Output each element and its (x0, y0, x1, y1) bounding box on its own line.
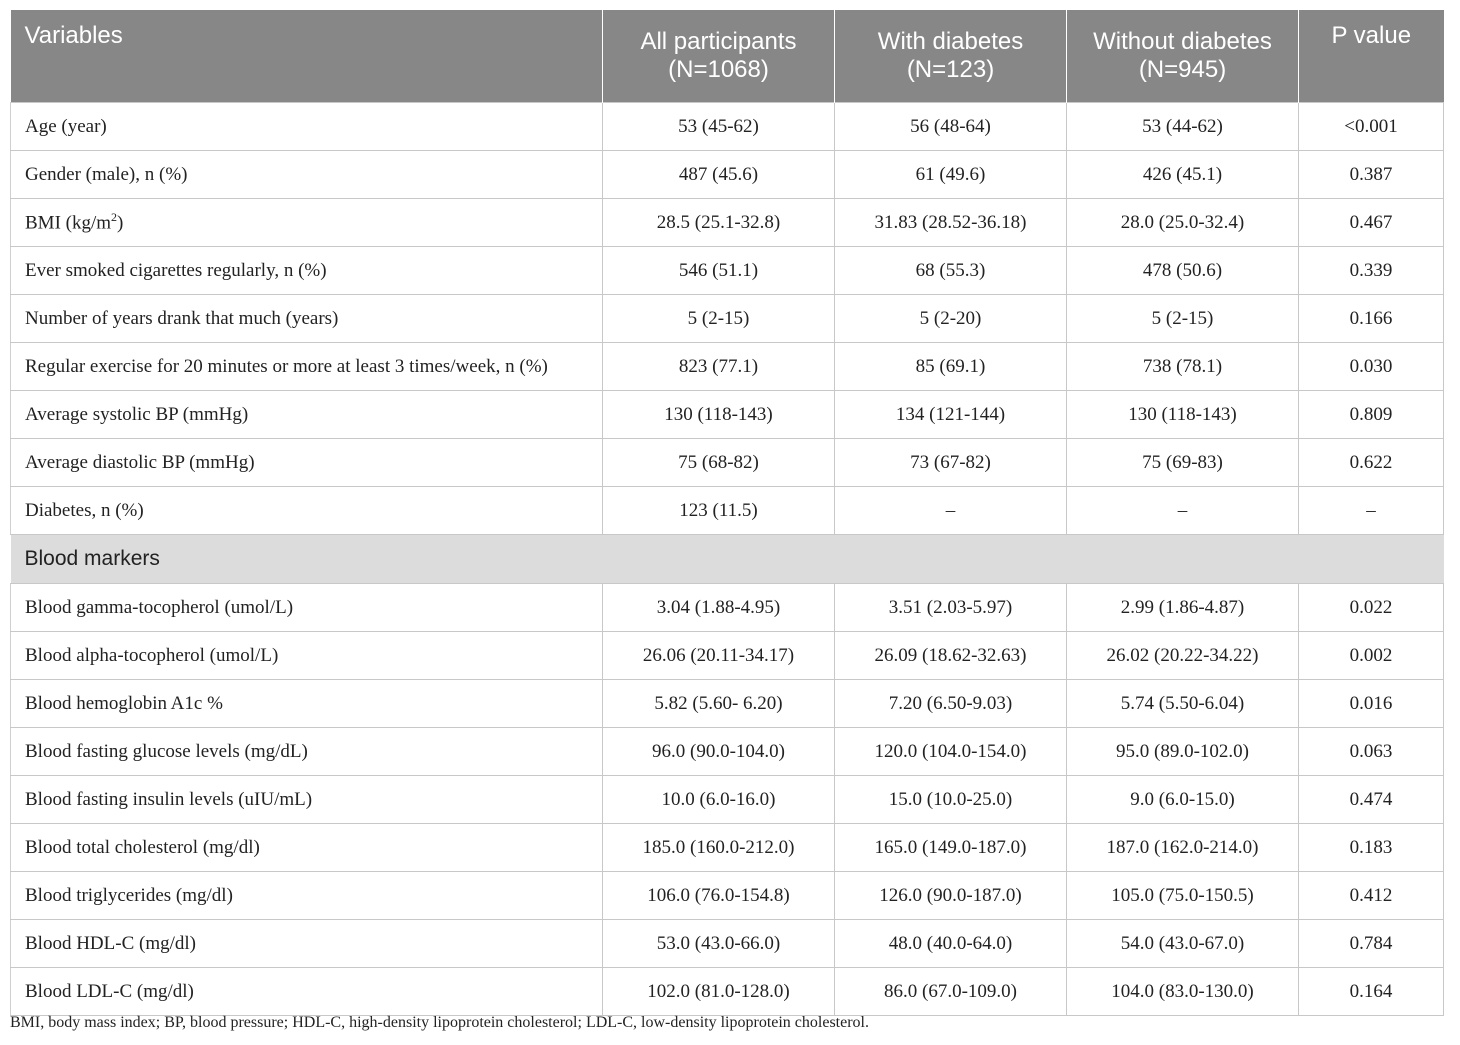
cell-without-diabetes: 26.02 (20.22-34.22) (1067, 632, 1299, 680)
cell-without-diabetes: 54.0 (43.0-67.0) (1067, 920, 1299, 968)
cell-without-diabetes: 2.99 (1.86-4.87) (1067, 584, 1299, 632)
cell-all-participants: 823 (77.1) (603, 343, 835, 391)
cell-all-participants: 26.06 (20.11-34.17) (603, 632, 835, 680)
cell-without-diabetes: 478 (50.6) (1067, 247, 1299, 295)
table-row (11, 680, 1444, 728)
row-label: Average systolic BP (mmHg) (11, 391, 603, 439)
table-row (11, 920, 1444, 968)
cell-without-diabetes: 105.0 (75.0-150.5) (1067, 872, 1299, 920)
table-row (11, 728, 1444, 776)
row-label: Blood fasting insulin levels (uIU/mL) (11, 776, 603, 824)
cell-without-diabetes: 130 (118-143) (1067, 391, 1299, 439)
table-row (11, 487, 1444, 535)
cell-all-participants: 546 (51.1) (603, 247, 835, 295)
cell-with-diabetes: 73 (67-82) (835, 439, 1067, 487)
table-body (11, 103, 1444, 1016)
row-label: Diabetes, n (%) (11, 487, 603, 535)
table-row (11, 824, 1444, 872)
row-label: Blood fasting glucose levels (mg/dL) (11, 728, 603, 776)
row-label-suffix: ) (117, 212, 124, 234)
cell-all-participants: 3.04 (1.88-4.95) (603, 584, 835, 632)
header-row (11, 10, 1444, 103)
cell-without-diabetes: 9.0 (6.0-15.0) (1067, 776, 1299, 824)
cell-without-diabetes: – (1067, 487, 1299, 535)
cell-all-participants: 487 (45.6) (603, 151, 835, 199)
table-row (11, 776, 1444, 824)
cell-p-value: 0.183 (1299, 824, 1444, 872)
row-label: Number of years drank that much (years) (11, 295, 603, 343)
cell-all-participants: 185.0 (160.0-212.0) (603, 824, 835, 872)
table-row (11, 439, 1444, 487)
header-without-diabetes-label: Without diabetes (1093, 28, 1272, 55)
cell-with-diabetes: 31.83 (28.52-36.18) (835, 199, 1067, 247)
cell-without-diabetes: 28.0 (25.0-32.4) (1067, 199, 1299, 247)
table-row (11, 103, 1444, 151)
header-without-diabetes-n: (N=945) (1138, 56, 1227, 83)
cell-with-diabetes: 61 (49.6) (835, 151, 1067, 199)
cell-with-diabetes: 165.0 (149.0-187.0) (835, 824, 1067, 872)
cell-with-diabetes: 126.0 (90.0-187.0) (835, 872, 1067, 920)
cell-p-value: 0.412 (1299, 872, 1444, 920)
cell-all-participants: 130 (118-143) (603, 391, 835, 439)
cell-with-diabetes: 120.0 (104.0-154.0) (835, 728, 1067, 776)
cell-all-participants: 75 (68-82) (603, 439, 835, 487)
header-with-diabetes-n: (N=123) (906, 56, 995, 83)
row-label: Regular exercise for 20 minutes or more at least 3 times/week, n (%) (11, 343, 603, 391)
data-table (10, 10, 1444, 1016)
table-row (11, 151, 1444, 199)
cell-with-diabetes: 85 (69.1) (835, 343, 1067, 391)
cell-p-value: 0.016 (1299, 680, 1444, 728)
cell-with-diabetes: 86.0 (67.0-109.0) (835, 968, 1067, 1016)
cell-p-value: 0.784 (1299, 920, 1444, 968)
cell-all-participants: 106.0 (76.0-154.8) (603, 872, 835, 920)
row-label: Gender (male), n (%) (11, 151, 603, 199)
cell-p-value: <0.001 (1299, 103, 1444, 151)
header-with-diabetes-label: With diabetes (877, 28, 1024, 55)
cell-with-diabetes: 68 (55.3) (835, 247, 1067, 295)
row-label-superscript: 2 (111, 210, 118, 225)
cell-without-diabetes: 187.0 (162.0-214.0) (1067, 824, 1299, 872)
cell-p-value: 0.063 (1299, 728, 1444, 776)
cell-p-value: – (1299, 487, 1444, 535)
cell-all-participants: 53.0 (43.0-66.0) (603, 920, 835, 968)
table-row (11, 872, 1444, 920)
cell-with-diabetes: 134 (121-144) (835, 391, 1067, 439)
cell-without-diabetes: 5 (2-15) (1067, 295, 1299, 343)
cell-with-diabetes: 26.09 (18.62-32.63) (835, 632, 1067, 680)
table-container (10, 10, 1449, 1016)
cell-with-diabetes: 5 (2-20) (835, 295, 1067, 343)
row-label: Age (year) (11, 103, 603, 151)
cell-p-value: 0.467 (1299, 199, 1444, 247)
cell-p-value: 0.002 (1299, 632, 1444, 680)
row-label: Average diastolic BP (mmHg) (11, 439, 603, 487)
table-row (11, 584, 1444, 632)
cell-without-diabetes: 426 (45.1) (1067, 151, 1299, 199)
cell-without-diabetes: 95.0 (89.0-102.0) (1067, 728, 1299, 776)
row-label: Blood HDL-C (mg/dl) (11, 920, 603, 968)
section-row-blood-markers (11, 535, 1444, 584)
cell-p-value: 0.622 (1299, 439, 1444, 487)
header-variables: Variables (11, 10, 603, 103)
cell-without-diabetes: 104.0 (83.0-130.0) (1067, 968, 1299, 1016)
cell-p-value: 0.164 (1299, 968, 1444, 1016)
header-p-value: P value (1299, 10, 1444, 103)
row-label: Blood triglycerides (mg/dl) (11, 872, 603, 920)
cell-without-diabetes: 53 (44-62) (1067, 103, 1299, 151)
header-all-participants-n: (N=1068) (668, 56, 769, 83)
table-row (11, 199, 1444, 247)
cell-all-participants: 96.0 (90.0-104.0) (603, 728, 835, 776)
cell-all-participants: 102.0 (81.0-128.0) (603, 968, 835, 1016)
row-label: Blood total cholesterol (mg/dl) (11, 824, 603, 872)
cell-p-value: 0.387 (1299, 151, 1444, 199)
table-row (11, 632, 1444, 680)
table-row (11, 295, 1444, 343)
header-with-diabetes (835, 10, 1067, 103)
cell-without-diabetes: 5.74 (5.50-6.04) (1067, 680, 1299, 728)
cell-without-diabetes: 75 (69-83) (1067, 439, 1299, 487)
cell-with-diabetes: 7.20 (6.50-9.03) (835, 680, 1067, 728)
section-title: Blood markers (11, 535, 1444, 584)
cell-with-diabetes: 48.0 (40.0-64.0) (835, 920, 1067, 968)
header-all-participants (603, 10, 835, 103)
cell-all-participants: 5 (2-15) (603, 295, 835, 343)
cell-without-diabetes: 738 (78.1) (1067, 343, 1299, 391)
cell-all-participants: 10.0 (6.0-16.0) (603, 776, 835, 824)
cell-p-value: 0.809 (1299, 391, 1444, 439)
table-row (11, 968, 1444, 1016)
cell-all-participants: 53 (45-62) (603, 103, 835, 151)
cell-p-value: 0.022 (1299, 584, 1444, 632)
row-label-text: BMI (kg/m (25, 212, 112, 234)
row-label: Blood hemoglobin A1c % (11, 680, 603, 728)
cell-all-participants: 123 (11.5) (603, 487, 835, 535)
cell-p-value: 0.166 (1299, 295, 1444, 343)
row-label (11, 199, 603, 247)
cell-with-diabetes: 56 (48-64) (835, 103, 1067, 151)
row-label: Ever smoked cigarettes regularly, n (%) (11, 247, 603, 295)
cell-with-diabetes: – (835, 487, 1067, 535)
cell-with-diabetes: 3.51 (2.03-5.97) (835, 584, 1067, 632)
cell-all-participants: 28.5 (25.1-32.8) (603, 199, 835, 247)
table-row (11, 247, 1444, 295)
cell-p-value: 0.030 (1299, 343, 1444, 391)
cell-all-participants: 5.82 (5.60- 6.20) (603, 680, 835, 728)
header-without-diabetes (1067, 10, 1299, 103)
table-row (11, 391, 1444, 439)
row-label: Blood LDL-C (mg/dl) (11, 968, 603, 1016)
row-label: Blood alpha-tocopherol (umol/L) (11, 632, 603, 680)
row-label: Blood gamma-tocopherol (umol/L) (11, 584, 603, 632)
table-row (11, 343, 1444, 391)
cell-p-value: 0.339 (1299, 247, 1444, 295)
cell-with-diabetes: 15.0 (10.0-25.0) (835, 776, 1067, 824)
cell-p-value: 0.474 (1299, 776, 1444, 824)
header-all-participants-label: All participants (640, 28, 797, 55)
footnote: BMI, body mass index; BP, blood pressure; HDL-C, high-density lipoprotein cholesterol; LDL-C, low-density lipoprotein cholesterol. (10, 1014, 869, 1031)
